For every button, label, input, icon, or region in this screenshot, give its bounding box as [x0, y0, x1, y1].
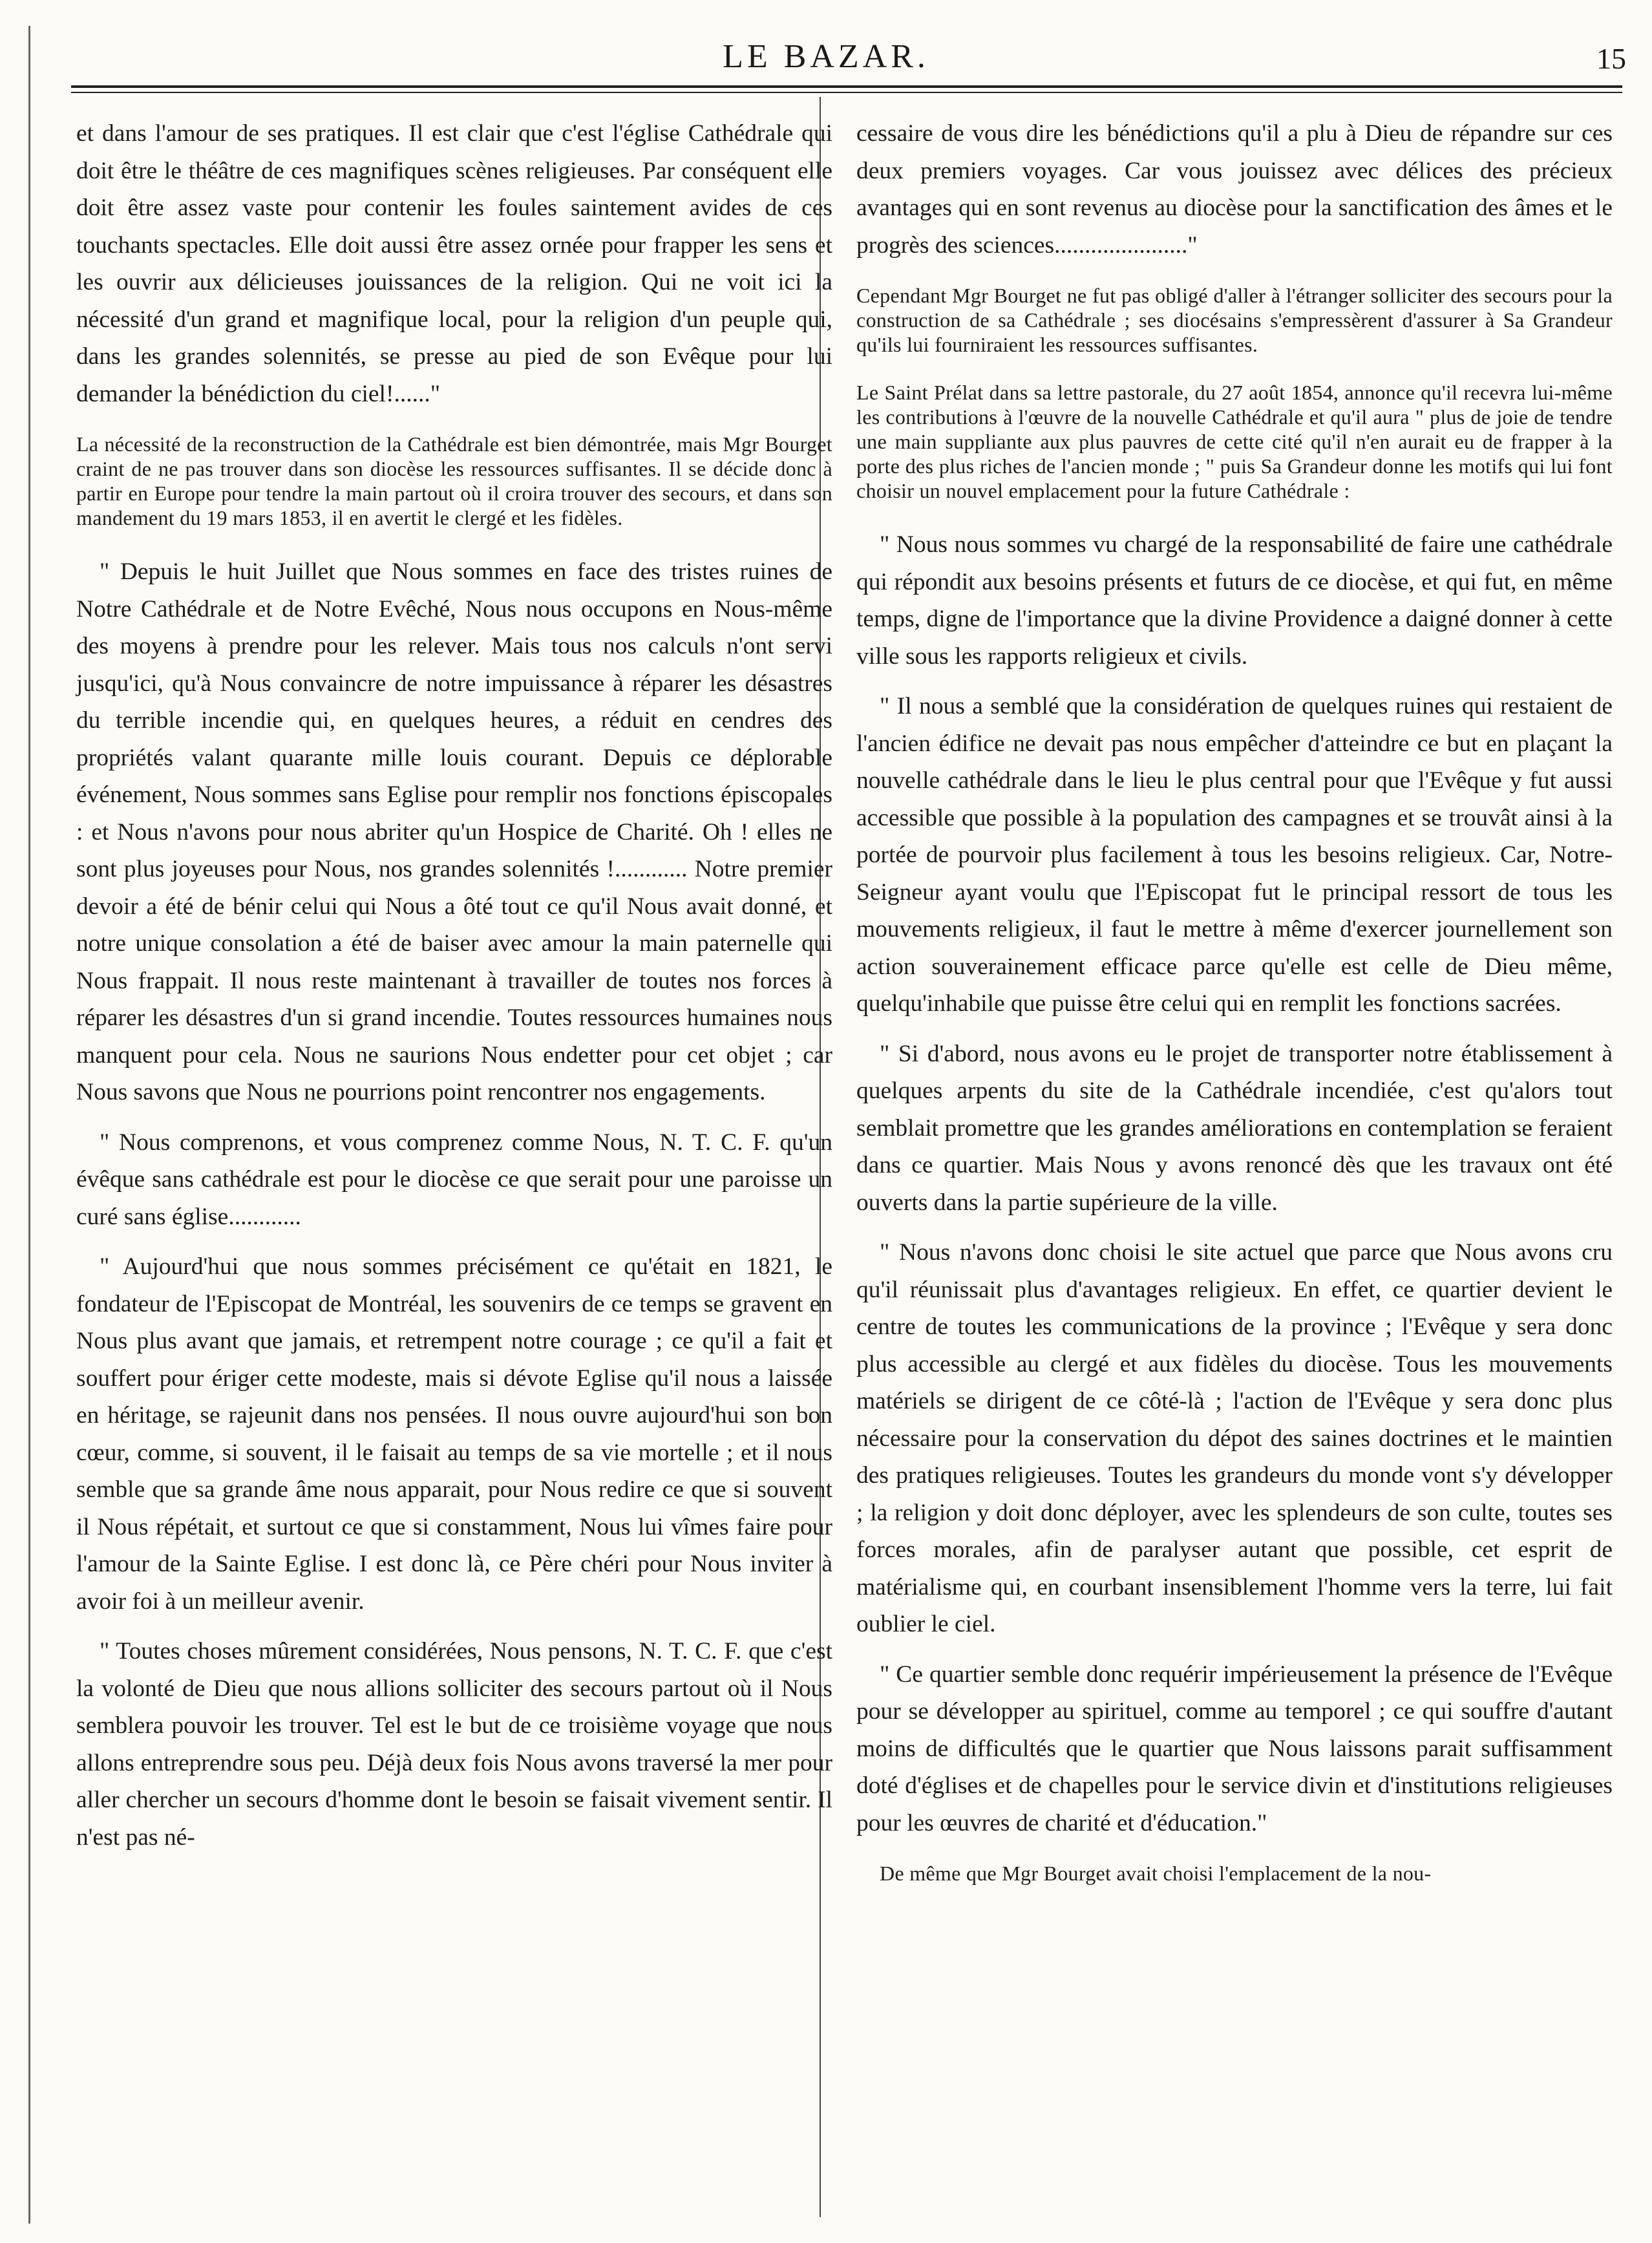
quote-paragraph: " Toutes choses mûrement considérées, Nous pensons, N. T. C. F. que c'est la volonté de Dieu que nous allions solliciter des secours partout où il Nous semblera pouvoir les trouver. Tel est le but de ce troisième voyage que nous allons entreprendre sous peu. Déjà deux fois Nous avons traversé la mer pour aller chercher un secours d'homme dont le besoin se faisait vivement sentir. Il n'est pas né-	[76, 1638, 832, 1851]
right-column	[856, 115, 1613, 1909]
quote-paragraph: " Il nous a semblé que la considération de quelques ruines qui restaient de l'ancien édifice ne devait pas nous empêcher d'atteindre ce but en plaçant la nouvelle cathédrale dans le lieu le plus central pour que l'Evêque y fut aussi accessible que possible à la population des campagnes et se trouvât ainsi à la portée de pourvoir plus facilement à tous les besoins religieux. Car, Notre-Seigneur ayant voulu que l'Episcopat fut le principal ressort de tous les mouvements religieux, il faut le mettre à même d'exercer journellement son action souverainement efficace parce qu'elle est celle de Dieu même, quelqu'inhabile que puisse être celui qui en remplit les fonctions sacrées.	[856, 693, 1613, 1017]
page-edge-line	[28, 26, 30, 2224]
paragraph: et dans l'amour de ses pratiques. Il est clair que c'est l'église Cathédrale qui doit être le théâtre de ces magnifiques scènes religieuses. Par conséquent elle doit être assez vaste pour contenir les foules saintement avides de ces touchants spectacles. Elle doit aussi être assez ornée pour frapper les sens et les ouvrir aux délicieuses jouissances de la religion. Qui ne voit ici la nécessité d'un grand et magnifique local, pour la religion d'un peuple qui, dans les grandes solennités, se presse au pied de son Evêque pour lui demander la bénédiction du ciel!......"	[76, 120, 832, 407]
quote-paragraph: " Nous comprenons, et vous comprenez comme Nous, N. T. C. F. qu'un évêque sans cathédrale est pour le diocèse ce que serait pour une paroisse un curé sans église............	[76, 1129, 832, 1230]
page-header	[0, 0, 1652, 97]
commentary-paragraph: La nécessité de la reconstruction de la Cathédrale est bien démontrée, mais Mgr Bourget craint de ne pas trouver dans son diocèse les ressources suffisantes. Il se décide donc à partir en Europe pour tendre la main partout où il croira trouver des secours, et dans son mandement du 19 mars 1853, il en avertit le clergé et les fidèles.	[76, 432, 832, 529]
commentary-paragraph: Cependant Mgr Bourget ne fut pas obligé d'aller à l'étranger solliciter des secours pour la construction de sa Cathédrale ; ses diocésains s'empressèrent d'assurer à Sa Grandeur qu'ils lui fourniraient les ressources suffisantes.	[856, 284, 1613, 356]
commentary-paragraph: Le Saint Prélat dans sa lettre pastorale, du 27 août 1854, annonce qu'il recevra lui-même les contributions à l'œuvre de la nouvelle Cathédrale et qu'il aura " plus de joie de tendre une main suppliante aux plus pauvres de cette cité qu'il n'en aurait eu de frapper à la porte des plus riches de l'ancien monde ; " puis Sa Grandeur donne les motifs qui lui font choisir un nouvel emplacement pour la future Cathédrale :	[856, 381, 1613, 502]
quote-paragraph: " Si d'abord, nous avons eu le projet de transporter notre établissement à quelques arpents du site de la Cathédrale incendiée, c'est qu'alors tout semblait promettre que les grandes améliorations en contemplation se feraient dans ce quartier. Mais Nous y avons renoncé dès que les travaux ont été ouverts dans la partie supérieure de la ville.	[856, 1040, 1613, 1216]
commentary-paragraph: De même que Mgr Bourget avait choisi l'emplacement de la nou-	[880, 1862, 1432, 1885]
page-number: 15	[1596, 42, 1626, 75]
quote-paragraph: " Depuis le huit Juillet que Nous sommes en face des tristes ruines de Notre Cathédrale et de Notre Evêché, Nous nous occupons en Nous-même des moyens à prendre pour les relever. Mais tous nos calculs n'ont servi jusqu'ici, qu'à Nous convaincre de notre impuissance à réparer les désastres du terrible incendie qui, en quelques heures, a réduit en cendres des propriétés valant quarante mille louis courant. Depuis ce déplorable événement, Nous sommes sans Eglise pour remplir nos fonctions épiscopales : et Nous n'avons pour nous abriter qu'un Hospice de Charité. Oh ! elles ne sont plus joyeuses pour Nous, nos grandes solennités !............ Notre premier devoir a été de bénir celui qui Nous a ôté tout ce qu'il Nous avait donné, et notre unique consolation a été de baiser avec amour la main paternelle qui Nous frappait. Il nous reste maintenant à travailler de toutes nos forces à réparer les désastres d'un si grand incendie. Toutes ressources humaines nous manquent pour cela. Nous ne saurions Nous endetter pour cet objet ; car Nous savons que Nous ne pourrions point rencontrer nos engagements.	[76, 558, 832, 1105]
left-column	[76, 115, 832, 1869]
quote-paragraph: " Nous nous sommes vu chargé de la responsabilité de faire une cathédrale qui répondit aux besoins présents et futurs de ce diocèse, et qui fut, en même temps, digne de l'importance que la divine Providence a daigné donner à cette ville sous les rapports religieux et civils.	[856, 531, 1613, 670]
quote-paragraph: " Aujourd'hui que nous sommes précisément ce qu'était en 1821, le fondateur de l'Episcopat de Montréal, les souvenirs de ce temps se gravent en Nous plus avant que jamais, et retrempent notre courage ; ce qu'il a fait et souffert pour ériger cette modeste, mais si dévote Eglise qu'il nous a laissée en héritage, se rajeunit dans nos pensées. Il nous ouvre aujourd'hui son bon cœur, comme, si souvent, il le faisait au temps de sa vie mortelle ; et il nous semble que sa grande âme nous apparait, pour Nous redire ce que si souvent il Nous répétait, et surtout ce que si constamment, Nous lui vîmes faire pour l'amour de la Sainte Eglise. I est donc là, ce Père chéri pour Nous inviter à avoir foi à un meilleur avenir.	[76, 1253, 832, 1615]
quote-paragraph: " Nous n'avons donc choisi le site actuel que parce que Nous avons cru qu'il réunissait plus d'avantages religieux. En effet, ce quartier devient le centre de toutes les communications de la province ; l'Evêque y sera donc plus accessible au clergé et aux fidèles du diocèse. Tous les mouvements matériels se dirigent de ce côté-là ; l'action de l'Evêque y sera donc plus nécessaire pour la conservation du dépot des saines doctrines et le maintien des pratiques religieuses. Toutes les grandeurs du monde vont s'y développer ; la religion y doit donc déployer, avec les splendeurs de son culte, toutes ses forces morales, afin de paralyser autant que possible, cet esprit de matérialisme qui, en courbant insensiblement l'homme vers la terre, lui fait oublier le ciel.	[856, 1239, 1613, 1637]
paragraph: cessaire de vous dire les bénédictions qu'il a plu à Dieu de répandre sur ces deux premiers voyages. Car vous jouissez avec délices des précieux avantages qui en sont revenus au diocèse pour la sanctification des âmes et le progrès des sciences......................"	[856, 120, 1613, 259]
header-rule-thin	[71, 92, 1622, 93]
quote-paragraph: " Ce quartier semble donc requérir impérieusement la présence de l'Evêque pour se développer au spirituel, comme au temporel ; ce qui souffre d'autant moins de difficultés que le quartier que Nous laissons parait suffisamment doté d'églises et de chapelles pour le service divin et d'institutions religieuses pour les œuvres de charité et d'éducation."	[856, 1661, 1613, 1836]
header-rule-thick	[71, 85, 1622, 88]
running-title: LE BAZAR.	[723, 38, 929, 75]
